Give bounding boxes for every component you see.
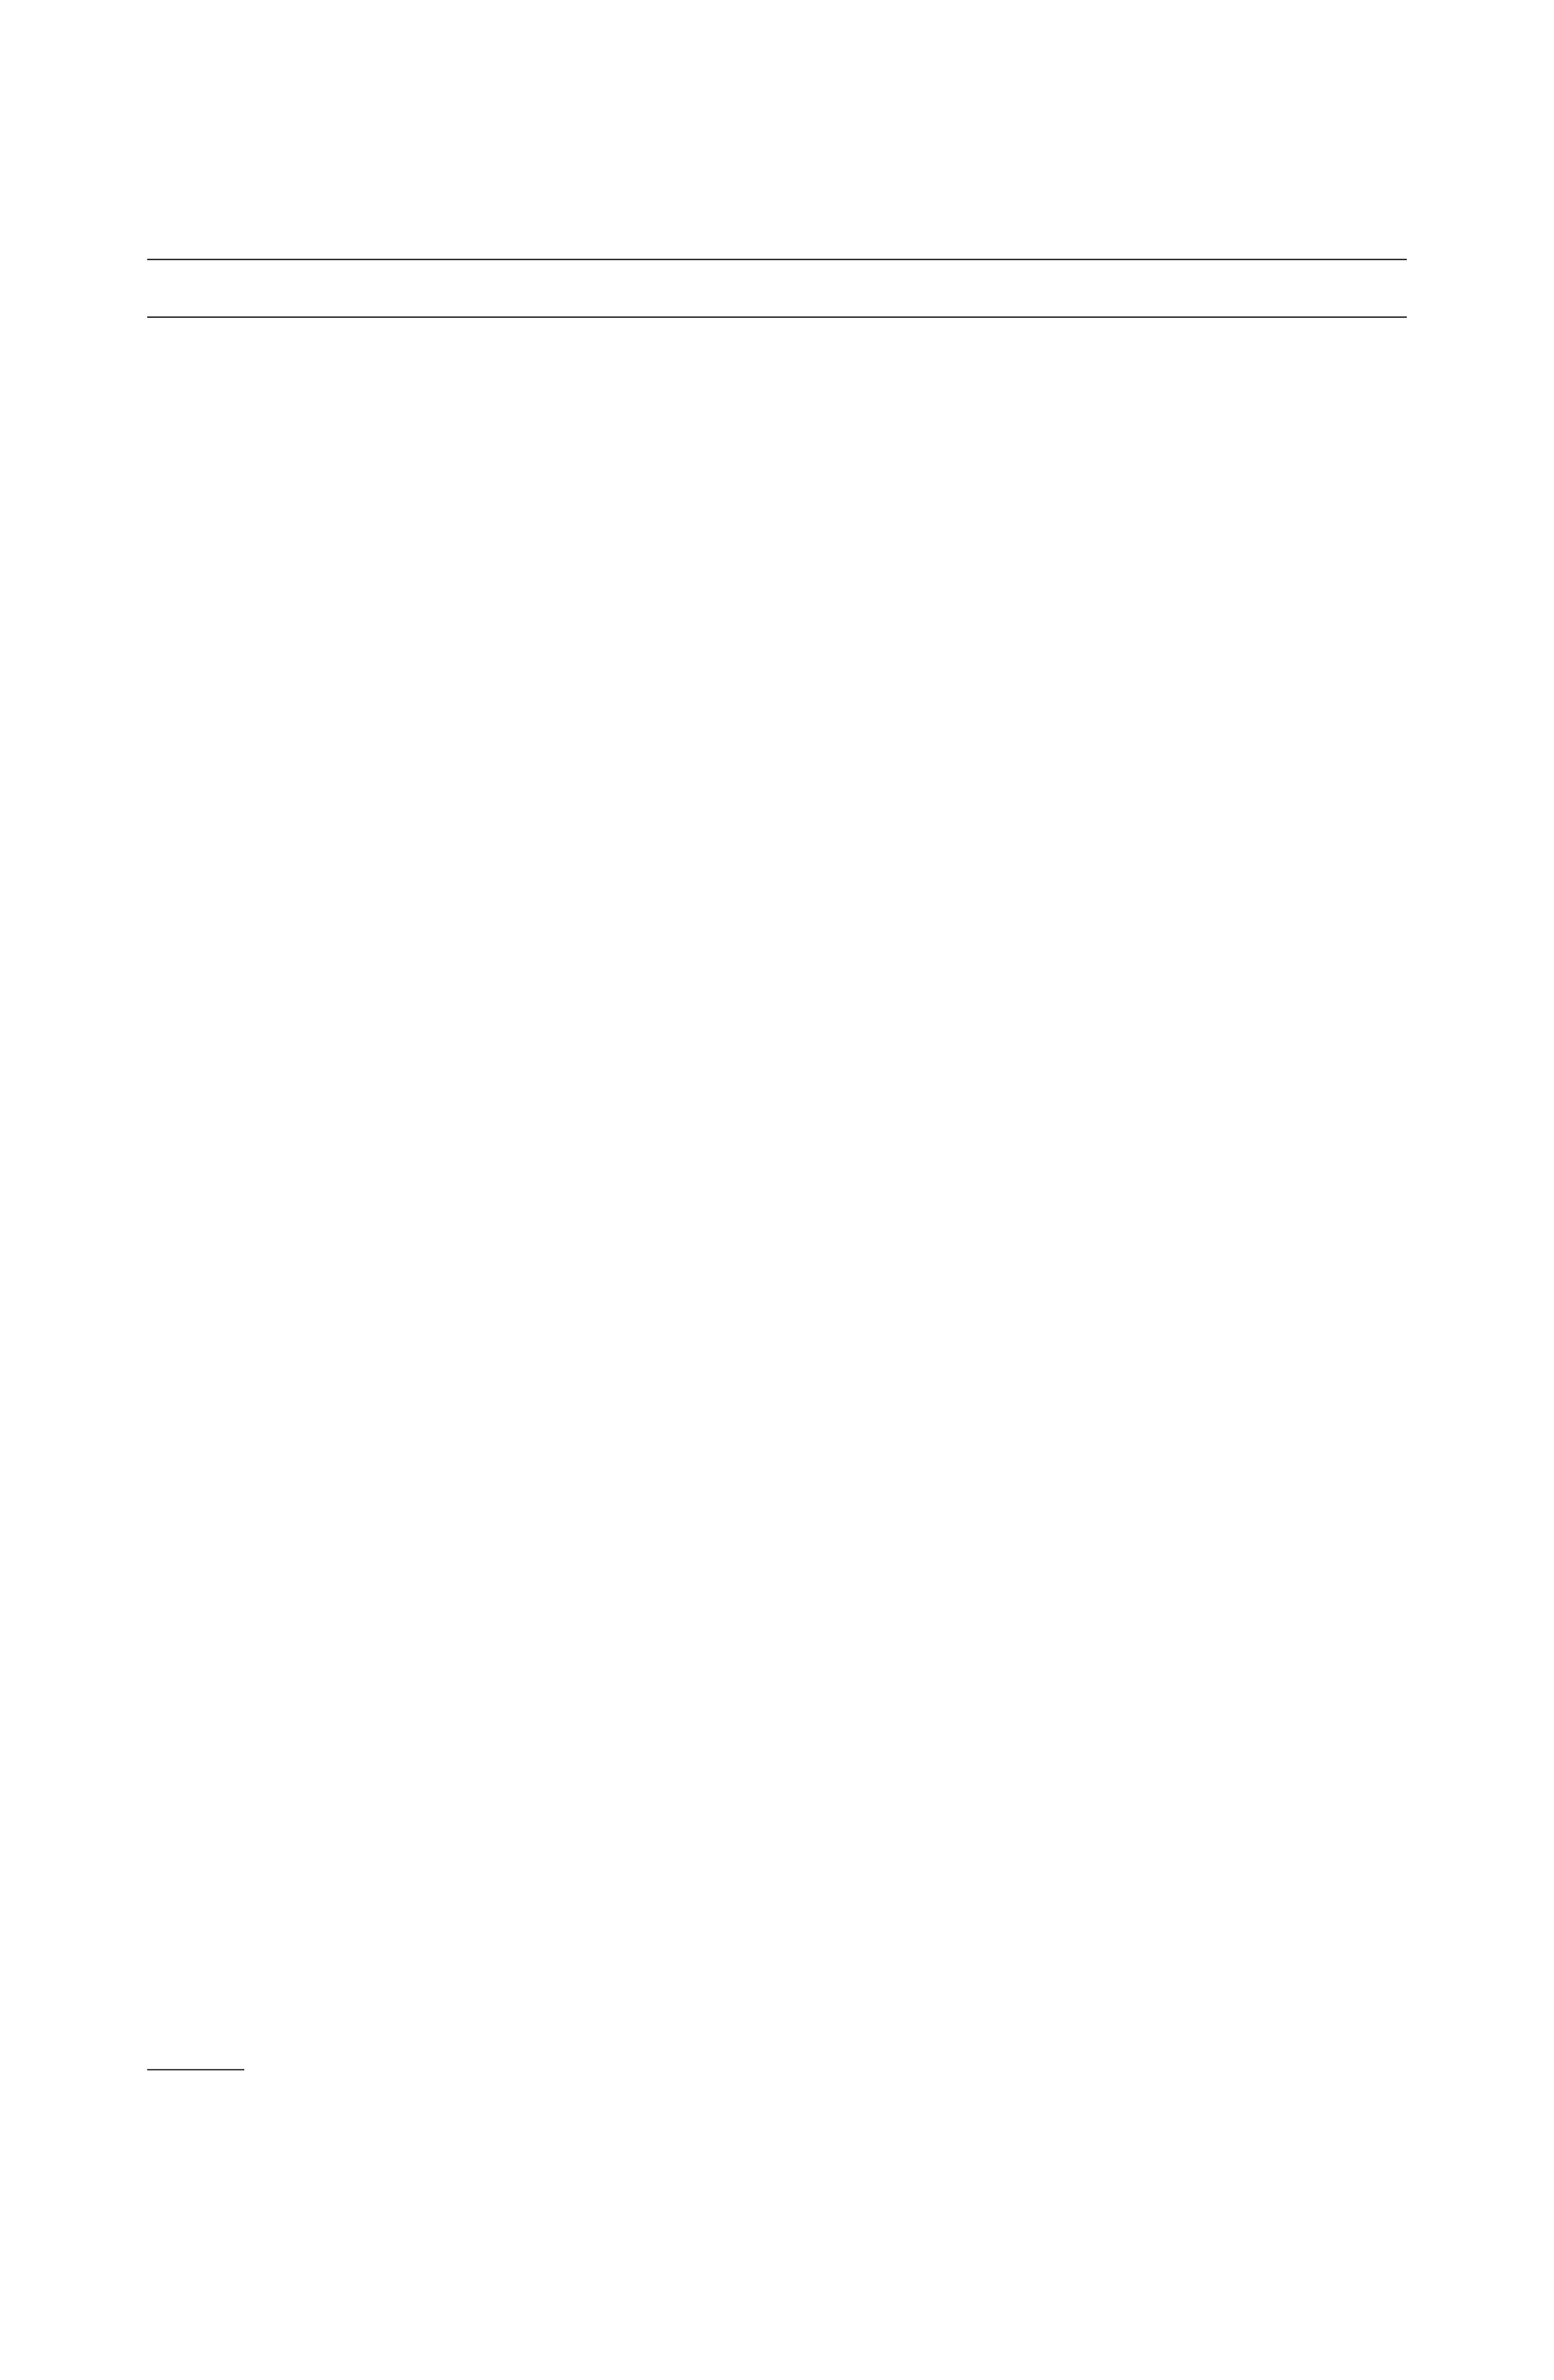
footnote-rule (147, 2069, 244, 2070)
page-body (147, 216, 1407, 371)
factors-table (147, 259, 1407, 318)
table-header-row (147, 259, 1407, 317)
header-hitrun (777, 259, 1092, 317)
header-overige (1092, 259, 1407, 317)
header-factor (147, 259, 777, 317)
